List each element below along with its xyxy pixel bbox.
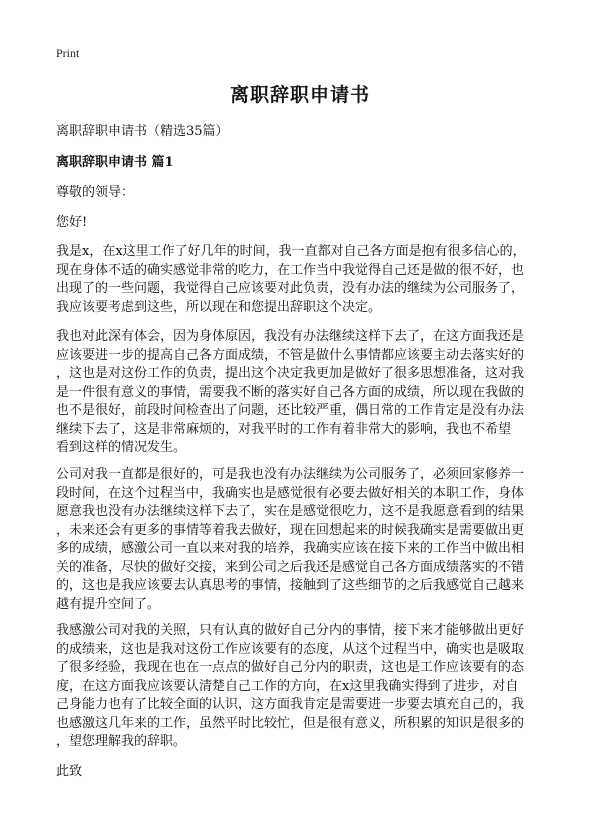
paragraph-line: 愿意我也没有办法继续这样下去了，实在是感觉很吃力，这不是我愿意看到的结果 [56, 504, 525, 519]
paragraph-1 [56, 243, 554, 317]
paragraph-line: 的成绩来，这也是我对这份工作应该要有的态度，从这个过程当中，确实也是吸取 [56, 641, 525, 657]
document-title: 离职辞职申请书 [229, 84, 370, 106]
paragraph-line: 出现了的一些问题，我觉得自己应该要对此负责，没有办法的继续为公司服务了， [56, 281, 525, 296]
paragraph-line: 越有提升空间了。 [56, 596, 161, 612]
greeting: 您好! [56, 215, 88, 230]
paragraph-line: 公司对我一直都是很好的，可是我也没有办法继续为公司服务了，必须回家修养一 [56, 467, 525, 482]
paragraph-line: 的，这也是我应该要去认真思考的事情，接触到了这些细节的之后我感觉自己越来 [56, 578, 525, 593]
paragraph-2 [56, 328, 554, 458]
salutation: 尊敬的领导： [56, 185, 135, 200]
paragraph-line: 我是x，在x这里工作了好几年的时间，我一直都对自己各方面是抱有很多信心的， [56, 244, 526, 259]
section-heading: 离职辞职申请书 篇1 [56, 155, 174, 170]
paragraph-line: ，望您理解我的辞职。 [56, 734, 187, 749]
print-label: Print [56, 46, 80, 60]
paragraph-line: 我也对此深有体会，因为身体原因，我没有办法继续这样下去了，在这方面我还是 [56, 329, 525, 344]
paragraph-line: 看到这样的情况发生。 [56, 440, 187, 455]
paragraph-line: ，这也是对这份工作的负责，提出这个决定我更加是做好了很多思想准备，这对我 [56, 366, 525, 381]
paragraph-line: 多的成绩，感激公司一直以来对我的培养，我确实应该在接下来的工作当中做出相 [56, 541, 525, 556]
paragraph-line: 是一件很有意义的事情，需要我不断的落实好自己各方面的成绩，所以现在我做的 [56, 384, 525, 400]
paragraph-line: 继续下去了，这是非常麻烦的，对我平时的工作有着非常大的影响，我也不希望 [56, 421, 512, 437]
paragraph-line: 应该要进一步的提高自己各方面成绩，不管是做什么事情都应该要主动去落实好的 [56, 347, 525, 363]
paragraph-line: 也感激这几年来的工作，虽然平时比较忙，但是很有意义，所积累的知识是很多的 [56, 715, 525, 731]
paragraph-line: 己身能力也有了比较全面的认识，这方面我肯定是需要进一步要去填充自己的，我 [56, 697, 525, 712]
paragraph-3 [56, 466, 554, 614]
paragraph-4 [56, 622, 554, 752]
paragraph-line: 我应该要考虑到这些，所以现在和您提出辞职这个决定。 [56, 299, 382, 315]
document-subtitle: 离职辞职申请书（精选35篇） [56, 124, 229, 139]
paragraph-line: 我感激公司对我的关照，只有认真的做好自己分内的事情，接下来才能够做出更好 [56, 623, 525, 638]
paragraph-line: 段时间，在这个过程当中，我确实也是感觉很有必要去做好相关的本职工作，身体 [56, 485, 525, 501]
paragraph-line: 了很多经验，我现在也在一点点的做好自己分内的职责，这也是工作应该要有的态 [56, 660, 525, 675]
closing: 此致 [56, 764, 83, 779]
paragraph-line: 度，在这方面我应该要认清楚自己工作的方向，在x这里我确实得到了进步，对自 [56, 678, 519, 694]
paragraph-line: ，未来还会有更多的事情等着我去做好，现在回想起来的时候我确实是需要做出更 [56, 522, 525, 538]
paragraph-line: 也不是很好，前段时间检查出了问题，还比较严重，偶日常的工作肯定是没有办法 [56, 403, 525, 418]
paragraph-line: 现在身体不适的确实感觉非常的吃力，在工作当中我觉得自己还是做的很不好，也 [56, 262, 525, 278]
paragraph-line: 关的准备，尽快的做好交接，来到公司之后我还是感觉自己各方面成绩落实的不错 [56, 559, 525, 575]
